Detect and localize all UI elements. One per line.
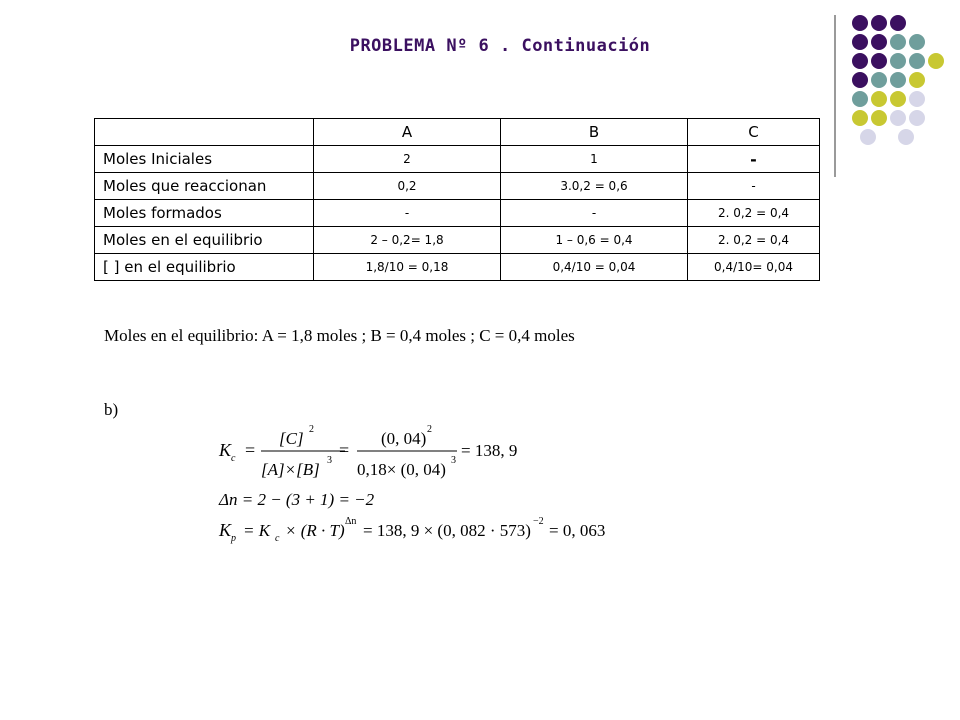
decorative-dot [909,110,925,126]
decorative-dot [890,72,906,88]
c-concentration: [C] [279,429,304,448]
decorative-dot [909,91,925,107]
equals-sign-2: = [339,440,350,460]
header-empty [95,119,314,146]
decorative-divider [834,15,836,177]
decorative-dot [852,34,868,50]
decorative-dot [852,110,868,126]
kp-expression: = K [243,521,271,540]
decorative-dot [871,34,887,50]
kc-result: = 138, 9 [461,441,518,460]
cell-b: 1 [501,146,688,173]
header-c: C [688,119,820,146]
row-label: Moles Iniciales [95,146,314,173]
moles-table [94,118,820,281]
decorative-dot [871,72,887,88]
decorative-dot [852,91,868,107]
decorative-dot [909,53,925,69]
decorative-dot [871,15,887,31]
cell-a: 2 – 0,2= 1,8 [314,227,501,254]
cell-c: 2. 0,2 = 0,4 [688,200,820,227]
cell-a: 0,2 [314,173,501,200]
kp-exponent: Δn [345,516,357,527]
row-label: Moles formados [95,200,314,227]
header-a: A [314,119,501,146]
cell-c: - [688,173,820,200]
equals-sign: = [245,440,256,460]
kp-symbol: K [219,520,232,540]
exponent-ab: 3 [327,455,332,466]
cell-b: - [501,200,688,227]
decorative-dot [860,129,876,145]
delta-n-equation: Δn = 2 − (3 + 1) = −2 [219,490,375,509]
decorative-dot [852,15,868,31]
exponent-den: 3 [451,455,456,466]
decorative-dot [890,34,906,50]
decorative-dot [890,91,906,107]
kp-subscript: p [231,533,236,544]
cell-a: - [314,200,501,227]
row-label: Moles en el equilibrio [95,227,314,254]
equilibrium-summary: Moles en el equilibrio: A = 1,8 moles ; B = 0,4 moles ; C = 0,4 moles [104,326,575,345]
part-b-label: b) [104,400,119,419]
kp-rt-term: × (R · T) [285,521,345,540]
cell-a: 1,8/10 = 0,18 [314,254,501,281]
kp-result: = 0, 063 [549,521,606,540]
decorative-dot [852,53,868,69]
kp-calculation: = 138, 9 × (0, 082 · 573) [363,521,531,540]
table-row [95,227,820,254]
table-header-row [95,119,820,146]
kc-symbol: K [219,440,232,460]
decorative-dot [871,110,887,126]
table-row [95,254,820,281]
decorative-dot [898,129,914,145]
cell-c: - [688,146,820,173]
cell-c: 0,4/10= 0,04 [688,254,820,281]
decorative-dot [909,72,925,88]
decorative-dot [871,53,887,69]
denominator-value: 0,18× (0, 04) [357,460,446,479]
decorative-dot [928,53,944,69]
row-label: [ ] en el equilibrio [95,254,314,281]
table-row [95,200,820,227]
cell-b: 1 – 0,6 = 0,4 [501,227,688,254]
table-row [95,146,820,173]
decorative-dot [890,15,906,31]
table-row [95,173,820,200]
exponent-c: 2 [309,424,314,435]
ab-concentration: [A]×[B] [261,460,320,479]
kc-subscript: c [231,453,236,464]
decorative-dot [909,34,925,50]
cell-c: 2. 0,2 = 0,4 [688,227,820,254]
header-b: B [501,119,688,146]
kp-expression-subscript: c [275,533,280,544]
decorative-dot [890,110,906,126]
decorative-dot [852,72,868,88]
numerator-value: (0, 04) [381,429,427,448]
exponent-num: 2 [427,424,432,435]
formula-block [215,418,635,548]
cell-b: 3.0,2 = 0,6 [501,173,688,200]
cell-b: 0,4/10 = 0,04 [501,254,688,281]
decorative-dot [871,91,887,107]
kp-calc-exponent: −2 [533,516,544,527]
cell-a: 2 [314,146,501,173]
row-label: Moles que reaccionan [95,173,314,200]
page-title: PROBLEMA Nº 6 . Continuación [349,36,651,56]
decorative-dot [890,53,906,69]
